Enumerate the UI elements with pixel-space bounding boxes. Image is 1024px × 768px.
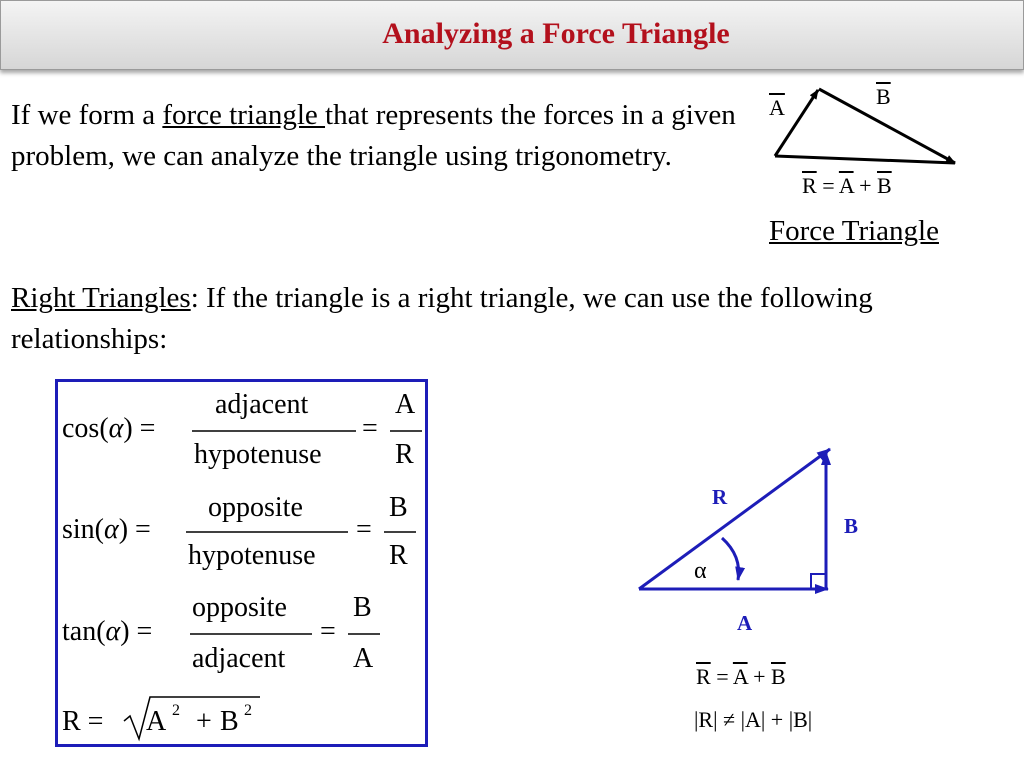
cos-numerator: adjacent [215,389,309,420]
force-triangle-caption: Force Triangle [769,215,939,247]
sin-denominator: hypotenuse [188,540,316,571]
sin-alpha: α [104,514,119,545]
eq-a: $\overline{A}$ [838,173,854,198]
tan-alpha: α [105,616,121,647]
veq-plus: + [747,664,771,689]
tan-denominator-2: A [353,643,374,674]
slide-title: Analyzing a Force Triangle [382,17,730,50]
cos-close: ) = [123,413,156,444]
magnitude-inequality [694,707,812,733]
cos-alpha: α [108,413,124,444]
right-tri-b-label: B [844,514,859,538]
force-a-label: $\overline{A}$ [769,95,785,120]
eq-b: $\overline{B}$ [877,173,892,198]
hypotenuse-r-line [639,449,830,589]
vector-equation [696,664,786,690]
tan-close: ) = [120,616,153,647]
eq-plus: + [853,173,877,198]
tan-numerator-2: B [353,592,372,623]
tan-denominator: adjacent [192,643,286,674]
sin-equals: = [356,514,372,545]
cos-denominator-2: R [395,439,414,470]
sin-fn: sin( [62,514,104,545]
veq-b: $\overline{B}$ [771,664,786,689]
sin-numerator-2: B [389,492,408,523]
veq-a: $\overline{A}$ [732,664,748,689]
intro-text-1: If we form a [11,99,163,131]
eq-equals: = [816,173,839,198]
right-tri-alpha-label: α [694,558,707,584]
pythag-b-exp: 2 [244,702,252,719]
pythag-b: B [220,706,239,737]
force-triangle-term: force triangle [162,99,326,131]
pythag-plus: + [196,706,212,737]
tan-fn: tan( [62,616,106,647]
angle-alpha-arc [722,538,739,580]
right-tri-a-label: A [737,611,753,635]
veq-r: $\overline{R}$ [696,664,711,689]
cos-fn: cos( [62,413,109,444]
cos-lhs [62,413,155,445]
tan-lhs [62,616,152,648]
cos-numerator-2: A [395,389,416,420]
right-triangles-text: : If the triangle is a right triangle, we can use the following relationships: [11,282,873,355]
tan-numerator: opposite [192,592,287,623]
vector-r-line [775,156,955,163]
force-b-label: $\overline{B}$ [876,84,891,109]
meq-a: |A| [740,707,766,732]
eq-r: $\overline{R}$ [802,173,817,198]
cos-denominator: hypotenuse [194,439,322,470]
right-tri-r-label: R [712,485,728,509]
intro-text-2: that represents the forces in a given problem, we can analyze the triangle using trigonometry. [11,99,736,172]
right-angle-marker [811,574,826,589]
tan-equals: = [320,616,336,647]
sin-denominator-2: R [389,540,408,571]
right-triangles-heading: Right Triangles [11,282,191,314]
pythag-lhs: R = [62,706,104,737]
meq-b: |B| [788,707,813,732]
sin-lhs [62,514,151,546]
cos-equals: = [362,413,378,444]
sin-close: ) = [118,514,151,545]
sin-numerator: opposite [208,492,303,523]
right-triangles-paragraph [11,278,1011,360]
pythag-a-exp: 2 [172,702,180,719]
meq-r: |R| [694,707,718,732]
veq-equals: = [710,664,733,689]
meq-plus: + [765,707,789,732]
force-equation [802,173,892,199]
meq-neq: ≠ [717,707,741,732]
pythag-a: A [146,706,167,737]
